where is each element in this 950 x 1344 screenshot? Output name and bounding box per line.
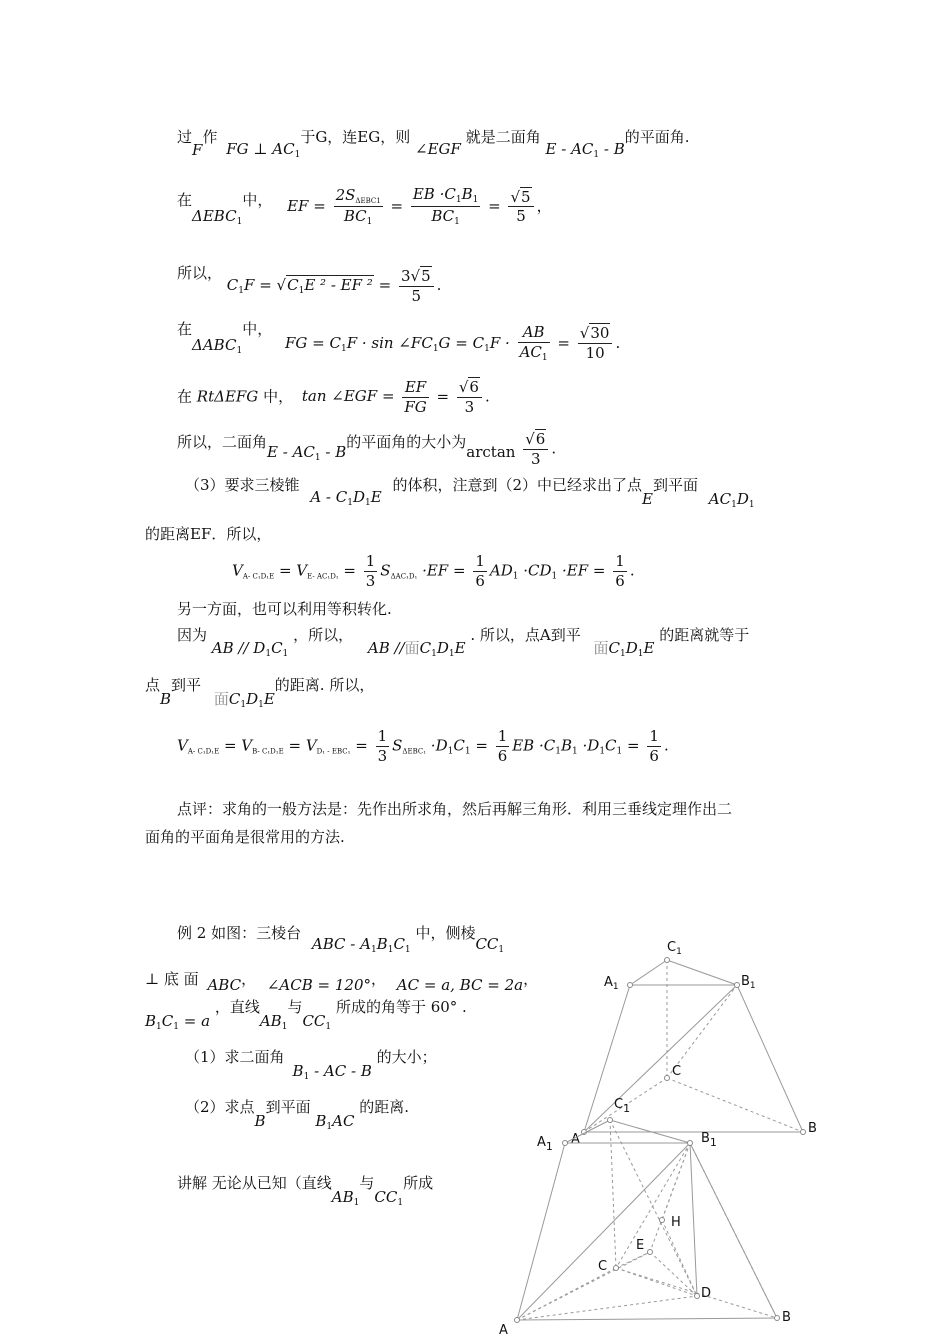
text: 到平面 xyxy=(652,476,698,494)
math-tan-egf: tan ∠EGF = xyxy=(301,387,395,406)
math-sqrt-expr: $√C_1E$ ² - EF ² xyxy=(276,276,373,297)
fraction-2s-bc1: $\frac{2S_{\Delta EBC1}}{BC_1}$ xyxy=(335,185,381,227)
math-cc1: $CC_1$ xyxy=(302,1012,332,1032)
label-a1: $A_1$ xyxy=(537,1135,553,1153)
period: . xyxy=(484,387,490,406)
text: 例 2 如图：三棱台 xyxy=(177,924,302,942)
text: 到平面 xyxy=(265,1098,311,1116)
math-cc1: $CC_1$ xyxy=(475,935,505,955)
text: 中， xyxy=(242,319,273,338)
fraction-sqrt5-5: $\frac{√5}{5}$ xyxy=(508,188,533,227)
label-c: C xyxy=(598,1259,608,1274)
text: ， xyxy=(523,970,539,988)
fraction-ab-ac1: $\frac{AB}{AC_1}$ xyxy=(519,323,548,363)
fraction-sqrt30-10: $\frac{√30}{10}$ xyxy=(578,324,613,363)
math-plane-c1d1e: $C_1D_1E$ xyxy=(608,639,655,659)
label-a: A xyxy=(571,1132,580,1147)
text: 的平面角. xyxy=(624,128,690,146)
math-fg-expr: FG = $C_1F \cdot \sin$ $\angle FC_1G = C_1F$ · xyxy=(285,333,510,354)
text: ，所以， xyxy=(293,626,354,644)
label-c1: $C_1$ xyxy=(667,940,682,957)
text: （2）求点 xyxy=(185,1098,255,1116)
text: ， xyxy=(371,970,387,988)
text: 所以，二面角 xyxy=(177,433,268,452)
label-b1: $B_1$ xyxy=(701,1131,717,1149)
math-c1f: $C_1F$ = xyxy=(226,276,272,297)
text: 面 xyxy=(593,639,609,657)
label-d: D xyxy=(701,1286,712,1301)
text: 点评：求角的一般方法是：先作出所求角，然后再解三角形．利用三垂线定理作出二 xyxy=(177,800,733,818)
fraction-1-6: $\frac{1}{6}$ xyxy=(475,552,485,590)
math-plane-c1d1e: $C_1D_1E$ xyxy=(228,690,275,710)
text: 在 xyxy=(177,387,193,406)
fraction-1-6: $\frac{1}{6}$ xyxy=(649,727,659,765)
math-cc1: $CC_1$ xyxy=(374,1188,404,1208)
label-e: E xyxy=(636,1238,645,1253)
formula-volume-2: $V_{A- C_1D_1E} = V_{B- C_1D_1E} = V_{D_1 - EBC_1}$ = $\frac{1}{3}$ $S_{\Delta EBC_1} \cdot D_1C_1$ = $\frac{1}{6}$ EB $\cdot C_1B_1 \cdot D_1C_1$ = $\frac{1}{6}$ . xyxy=(177,727,669,765)
math-plane-b1ac: $B_1AC$ xyxy=(315,1112,355,1132)
fraction-eb-c1b1: $\frac{EB \cdot C_1B_1}{BC_1}$ xyxy=(412,185,479,228)
comma: ， xyxy=(536,196,552,215)
text: 就是二面角 xyxy=(465,128,541,146)
math-ab1: $AB_1$ xyxy=(331,1188,360,1208)
text: 中， xyxy=(242,190,273,209)
math-plane-ac1d1: $AC_1D_1$ xyxy=(708,490,755,510)
text: 另一方面，也可以利用等积转化. xyxy=(177,600,392,618)
text: 面 xyxy=(213,690,229,708)
fraction-1-3: $\frac{1}{3}$ xyxy=(365,552,376,590)
text: 的体积，注意到（2）中已经求出了点 xyxy=(392,476,643,494)
equals: = xyxy=(378,276,392,295)
text: 讲解 无论从已知（直线 xyxy=(177,1174,332,1192)
text: 中， xyxy=(263,387,294,406)
equals: = xyxy=(488,196,501,215)
fraction-1-6: $\frac{1}{6}$ xyxy=(497,727,508,765)
text: 于G，连EG，则 xyxy=(300,128,411,146)
text: 中，侧棱 xyxy=(415,924,476,942)
text: 因为 xyxy=(177,626,208,644)
label-b: B xyxy=(808,1121,817,1136)
fraction-sqrt6-3: $\frac{√6}{3}$ xyxy=(523,430,548,469)
period: . xyxy=(551,439,557,458)
text: 在 xyxy=(177,190,193,209)
text: 所以， xyxy=(177,264,223,283)
formula-volume-1: $V_{A- C_1D_1E} = V_{E- AC_1D_1}$ = $\frac{1}{3}$ $S_{\Delta AC_1D_1} \cdot EF$ = $\frac{1}{6}$ $AD_1 \cdot CD_1 \cdot EF$ = $\frac{1}{6}$ . xyxy=(232,552,635,590)
math-ab-par: AB // xyxy=(367,639,405,657)
text: 作 xyxy=(202,128,218,146)
text: 的大小； xyxy=(376,1048,437,1066)
text: 到平 xyxy=(171,676,202,694)
math-dihedral: E - $AC_1$ - B xyxy=(545,140,625,160)
text: 点 xyxy=(145,676,161,694)
math-dihedral: E - $AC_1$ - B xyxy=(267,443,347,464)
equals: = xyxy=(390,196,404,215)
equals: = xyxy=(557,333,570,352)
label-c1: $C_1$ xyxy=(614,1097,631,1115)
text: 面 xyxy=(404,639,420,657)
math-lengths: AC = a, BC = 2a xyxy=(396,976,524,994)
label-a: A xyxy=(499,1323,508,1338)
math-B: B xyxy=(254,1112,266,1130)
math-ab1: $AB_1$ xyxy=(259,1012,288,1032)
period: . xyxy=(436,276,442,295)
math-abc: ABC xyxy=(207,976,242,994)
text: 的距离EF．所以， xyxy=(145,525,272,543)
text: . 所以，点A到平 xyxy=(470,626,581,644)
label-b: B xyxy=(782,1310,791,1325)
math-B: B xyxy=(160,690,172,708)
math-arctan: arctan xyxy=(466,443,516,462)
math-F: F xyxy=(192,141,203,159)
text: 的平面角的大小为 xyxy=(346,433,467,452)
text: 所成的角等于 60° . xyxy=(335,998,467,1016)
text: ，直线 xyxy=(214,998,260,1016)
text: 过 xyxy=(177,128,193,146)
label-a1: $A_1$ xyxy=(604,975,619,992)
fraction-ef-fg: $\frac{EF}{FG}$ xyxy=(404,378,427,416)
math-ef: EF = xyxy=(287,196,326,215)
period: . xyxy=(615,333,621,352)
math-angle-egf: ∠EGF xyxy=(415,140,461,158)
label-c: C xyxy=(672,1064,682,1079)
math-plane-c1d1e: $C_1D_1E$ xyxy=(419,639,466,659)
label-h: H xyxy=(671,1215,681,1230)
math-rt-efg: RtΔEFG xyxy=(196,387,259,406)
text: 在 xyxy=(177,319,193,338)
math-dihedral-b1-ac-b: $B_1$ - AC - B xyxy=(292,1062,372,1082)
text: 的距离. xyxy=(359,1098,410,1116)
text: 所成 xyxy=(403,1174,434,1192)
math-fg-perp: FG ⊥ $AC_1$ xyxy=(226,140,301,160)
label-b1: $B_1$ xyxy=(741,974,756,991)
fraction-1-6: $\frac{1}{6}$ xyxy=(615,552,625,590)
math-tri-abc1: $\Delta ABC_1$ xyxy=(192,335,243,356)
math-tetra: A - $C_1D_1E$ xyxy=(310,488,382,508)
math-frustum: ABC - $A_1B_1C_1$ xyxy=(311,935,411,955)
fraction-1-3: $\frac{1}{3}$ xyxy=(377,727,388,765)
text: （1）求二面角 xyxy=(185,1048,285,1066)
math-b1c1: $B_1C_1 = a$ xyxy=(145,1012,211,1032)
fraction-sqrt6-3: $\frac{√6}{3}$ xyxy=(457,378,482,417)
equals: = xyxy=(436,387,450,406)
text: ， xyxy=(241,970,257,988)
math-tri-ebc1: $\Delta EBC_1$ xyxy=(192,206,243,227)
text: 与 xyxy=(359,1174,375,1192)
math-E: E xyxy=(642,490,653,508)
text: ⊥ 底 面 xyxy=(145,970,199,988)
text: 与 xyxy=(287,998,303,1016)
math-angle-acb: ∠ACB = 120° xyxy=(266,976,371,994)
fraction-3sqrt5-5: $\frac{3√5}{5}$ xyxy=(399,267,434,306)
math-ab-par-d1c1: AB // $D_1C_1$ xyxy=(211,639,289,659)
text: （3）要求三棱锥 xyxy=(185,476,300,494)
text: 的距离. 所以， xyxy=(274,676,375,694)
text: 的距离就等于 xyxy=(659,626,750,644)
text: 面角的平面角是很常用的方法. xyxy=(145,828,345,846)
